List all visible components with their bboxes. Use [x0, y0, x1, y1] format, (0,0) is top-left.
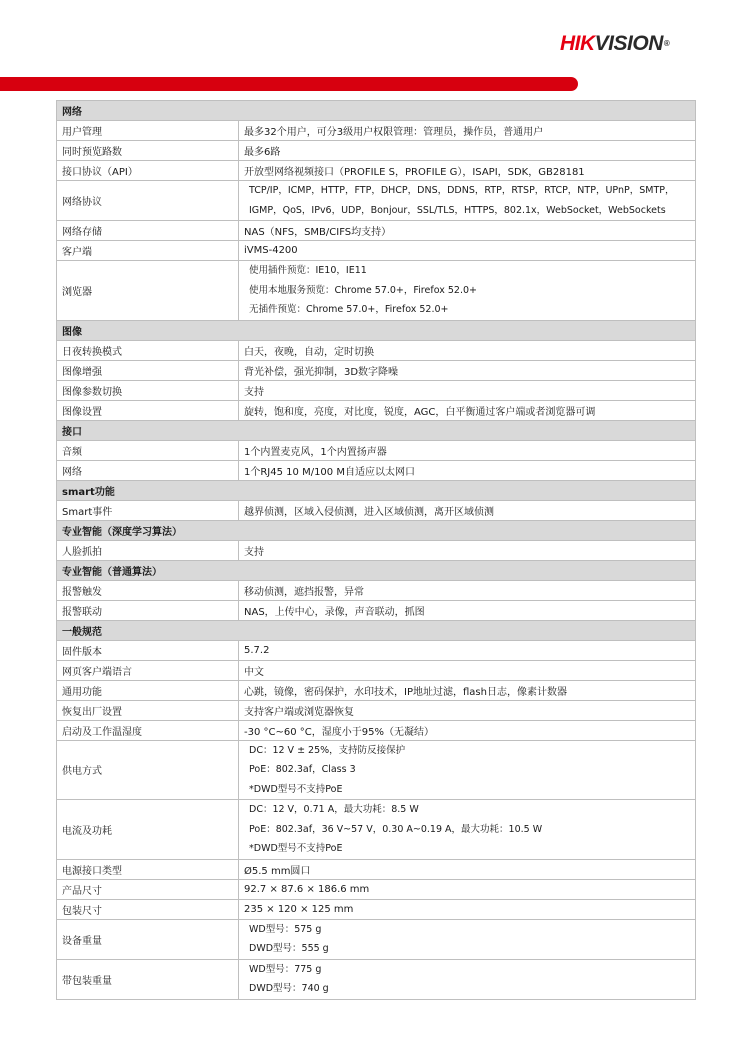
spec-row	[57, 181, 696, 221]
spec-label: 图像设置	[57, 400, 239, 420]
spec-row	[57, 460, 696, 480]
section-title: 一般规范	[57, 620, 696, 640]
spec-value: 越界侦测，区域入侵侦测，进入区域侦测，离开区域侦测	[239, 500, 696, 520]
spec-value: 移动侦测，遮挡报警，异常	[239, 580, 696, 600]
spec-row	[57, 580, 696, 600]
spec-row	[57, 660, 696, 680]
section-header	[57, 101, 696, 121]
header-red-bar	[0, 77, 578, 91]
spec-table	[56, 100, 696, 1000]
spec-value: 中文	[239, 660, 696, 680]
spec-value: 支持	[239, 540, 696, 560]
spec-label: 供电方式	[57, 740, 239, 800]
spec-value: 支持客户端或浏览器恢复	[239, 700, 696, 720]
spec-row	[57, 800, 696, 860]
spec-label: 恢复出厂设置	[57, 700, 239, 720]
spec-value: NAS（NFS，SMB/CIFS均支持）	[239, 221, 696, 241]
section-title: smart功能	[57, 480, 696, 500]
spec-value	[239, 959, 696, 999]
spec-row	[57, 859, 696, 879]
spec-label: 设备重量	[57, 919, 239, 959]
spec-row	[57, 440, 696, 460]
spec-label: 报警触发	[57, 580, 239, 600]
spec-label: 用户管理	[57, 121, 239, 141]
spec-value	[239, 919, 696, 959]
spec-row	[57, 700, 696, 720]
spec-row	[57, 241, 696, 261]
spec-value: 92.7 × 87.6 × 186.6 mm	[239, 879, 696, 899]
spec-value	[239, 800, 696, 860]
spec-value-line: *DWD型号不支持PoE	[249, 783, 343, 795]
spec-label: 带包装重量	[57, 959, 239, 999]
section-title: 专业智能（普通算法）	[57, 560, 696, 580]
section-header	[57, 560, 696, 580]
logo-vision-text: VISION	[594, 32, 663, 55]
spec-row	[57, 899, 696, 919]
spec-value: NAS，上传中心，录像，声音联动，抓图	[239, 600, 696, 620]
spec-label: 启动及工作温湿度	[57, 720, 239, 740]
spec-value: 旋转，饱和度，亮度，对比度，锐度，AGC，白平衡通过客户端或者浏览器可调	[239, 400, 696, 420]
spec-value-line: WD型号：575 g	[249, 923, 322, 935]
spec-value-line: PoE：802.3af，36 V~57 V，0.30 A~0.19 A，最大功耗：10.5 W	[249, 823, 543, 835]
spec-row	[57, 720, 696, 740]
spec-label: 电源接口类型	[57, 859, 239, 879]
section-header	[57, 480, 696, 500]
spec-label: 图像增强	[57, 360, 239, 380]
spec-label: 客户端	[57, 241, 239, 261]
logo-registered-mark: ®	[663, 39, 670, 48]
spec-value: 心跳，镜像，密码保护，水印技术，IP地址过滤，flash日志，像素计数器	[239, 680, 696, 700]
spec-label: 包装尺寸	[57, 899, 239, 919]
spec-row	[57, 340, 696, 360]
spec-row	[57, 959, 696, 999]
spec-row	[57, 919, 696, 959]
section-title: 接口	[57, 420, 696, 440]
spec-label: 网络存储	[57, 221, 239, 241]
spec-row	[57, 400, 696, 420]
spec-value-line: DWD型号：555 g	[249, 943, 329, 954]
spec-value-line: TCP/IP，ICMP，HTTP，FTP，DHCP，DNS，DDNS，RTP，RTSP，RTCP，NTP，UPnP，SMTP，	[249, 185, 675, 196]
spec-value: 1个内置麦克风，1个内置扬声器	[239, 440, 696, 460]
spec-label: 网页客户端语言	[57, 660, 239, 680]
spec-row	[57, 261, 696, 321]
spec-value-line: PoE：802.3af，Class 3	[249, 764, 356, 775]
spec-row	[57, 680, 696, 700]
spec-value: 白天，夜晚，自动，定时切换	[239, 340, 696, 360]
spec-value: Ø5.5 mm圆口	[239, 859, 696, 879]
spec-value: 最多32个用户，可分3级用户权限管理：管理员，操作员，普通用户	[239, 121, 696, 141]
spec-value-line: WD型号：775 g	[249, 963, 322, 975]
spec-value: 开放型网络视频接口（PROFILE S，PROFILE G），ISAPI，SDK，GB28181	[239, 161, 696, 181]
spec-row	[57, 380, 696, 400]
spec-row	[57, 500, 696, 520]
spec-value: 235 × 120 × 125 mm	[239, 899, 696, 919]
spec-label: 产品尺寸	[57, 879, 239, 899]
spec-value: 5.7.2	[239, 640, 696, 660]
spec-table-body	[57, 101, 696, 1000]
spec-row	[57, 740, 696, 800]
spec-row	[57, 121, 696, 141]
section-title: 网络	[57, 101, 696, 121]
spec-label: 人脸抓拍	[57, 540, 239, 560]
spec-row	[57, 161, 696, 181]
spec-label: 音频	[57, 440, 239, 460]
spec-value: 支持	[239, 380, 696, 400]
section-header	[57, 620, 696, 640]
spec-row	[57, 600, 696, 620]
spec-value-line: DWD型号：740 g	[249, 983, 329, 994]
spec-value	[239, 181, 696, 221]
spec-value-line: IGMP，QoS，IPv6，UDP，Bonjour，SSL/TLS，HTTPS，802.1x，WebSocket，WebSockets	[249, 204, 666, 216]
spec-row	[57, 141, 696, 161]
spec-label: 固件版本	[57, 640, 239, 660]
spec-value: iVMS-4200	[239, 241, 696, 261]
spec-label: 同时预览路数	[57, 141, 239, 161]
spec-value: 最多6路	[239, 141, 696, 161]
section-header	[57, 320, 696, 340]
spec-value-line: DC：12 V ± 25%，支持防反接保护	[249, 744, 406, 756]
spec-label: 浏览器	[57, 261, 239, 321]
spec-value-line: 使用插件预览：IE10，IE11	[249, 265, 367, 276]
spec-value: 背光补偿，强光抑制，3D数字降噪	[239, 360, 696, 380]
spec-row	[57, 879, 696, 899]
spec-value-line: DC：12 V，0.71 A，最大功耗：8.5 W	[249, 804, 419, 815]
spec-label: Smart事件	[57, 500, 239, 520]
spec-label: 网络	[57, 460, 239, 480]
section-header	[57, 520, 696, 540]
spec-value: 1个RJ45 10 M/100 M自适应以太网口	[239, 460, 696, 480]
spec-label: 报警联动	[57, 600, 239, 620]
spec-value	[239, 740, 696, 800]
spec-value-line: *DWD型号不支持PoE	[249, 843, 343, 854]
spec-label: 网络协议	[57, 181, 239, 221]
section-title: 图像	[57, 320, 696, 340]
spec-value	[239, 261, 696, 321]
hikvision-logo	[560, 32, 720, 56]
spec-row	[57, 221, 696, 241]
spec-value-line: 无插件预览：Chrome 57.0+，Firefox 52.0+	[249, 304, 449, 315]
spec-row	[57, 540, 696, 560]
spec-label: 通用功能	[57, 680, 239, 700]
spec-row	[57, 640, 696, 660]
spec-label: 接口协议（API）	[57, 161, 239, 181]
spec-label: 图像参数切换	[57, 380, 239, 400]
spec-label: 电流及功耗	[57, 800, 239, 860]
spec-value-line: 使用本地服务预览：Chrome 57.0+，Firefox 52.0+	[249, 284, 477, 296]
logo-hik-text: HIK	[560, 32, 595, 55]
section-title: 专业智能（深度学习算法）	[57, 520, 696, 540]
spec-label: 日夜转换模式	[57, 340, 239, 360]
spec-value: -30 °C~60 °C，湿度小于95%（无凝结）	[239, 720, 696, 740]
spec-row	[57, 360, 696, 380]
section-header	[57, 420, 696, 440]
